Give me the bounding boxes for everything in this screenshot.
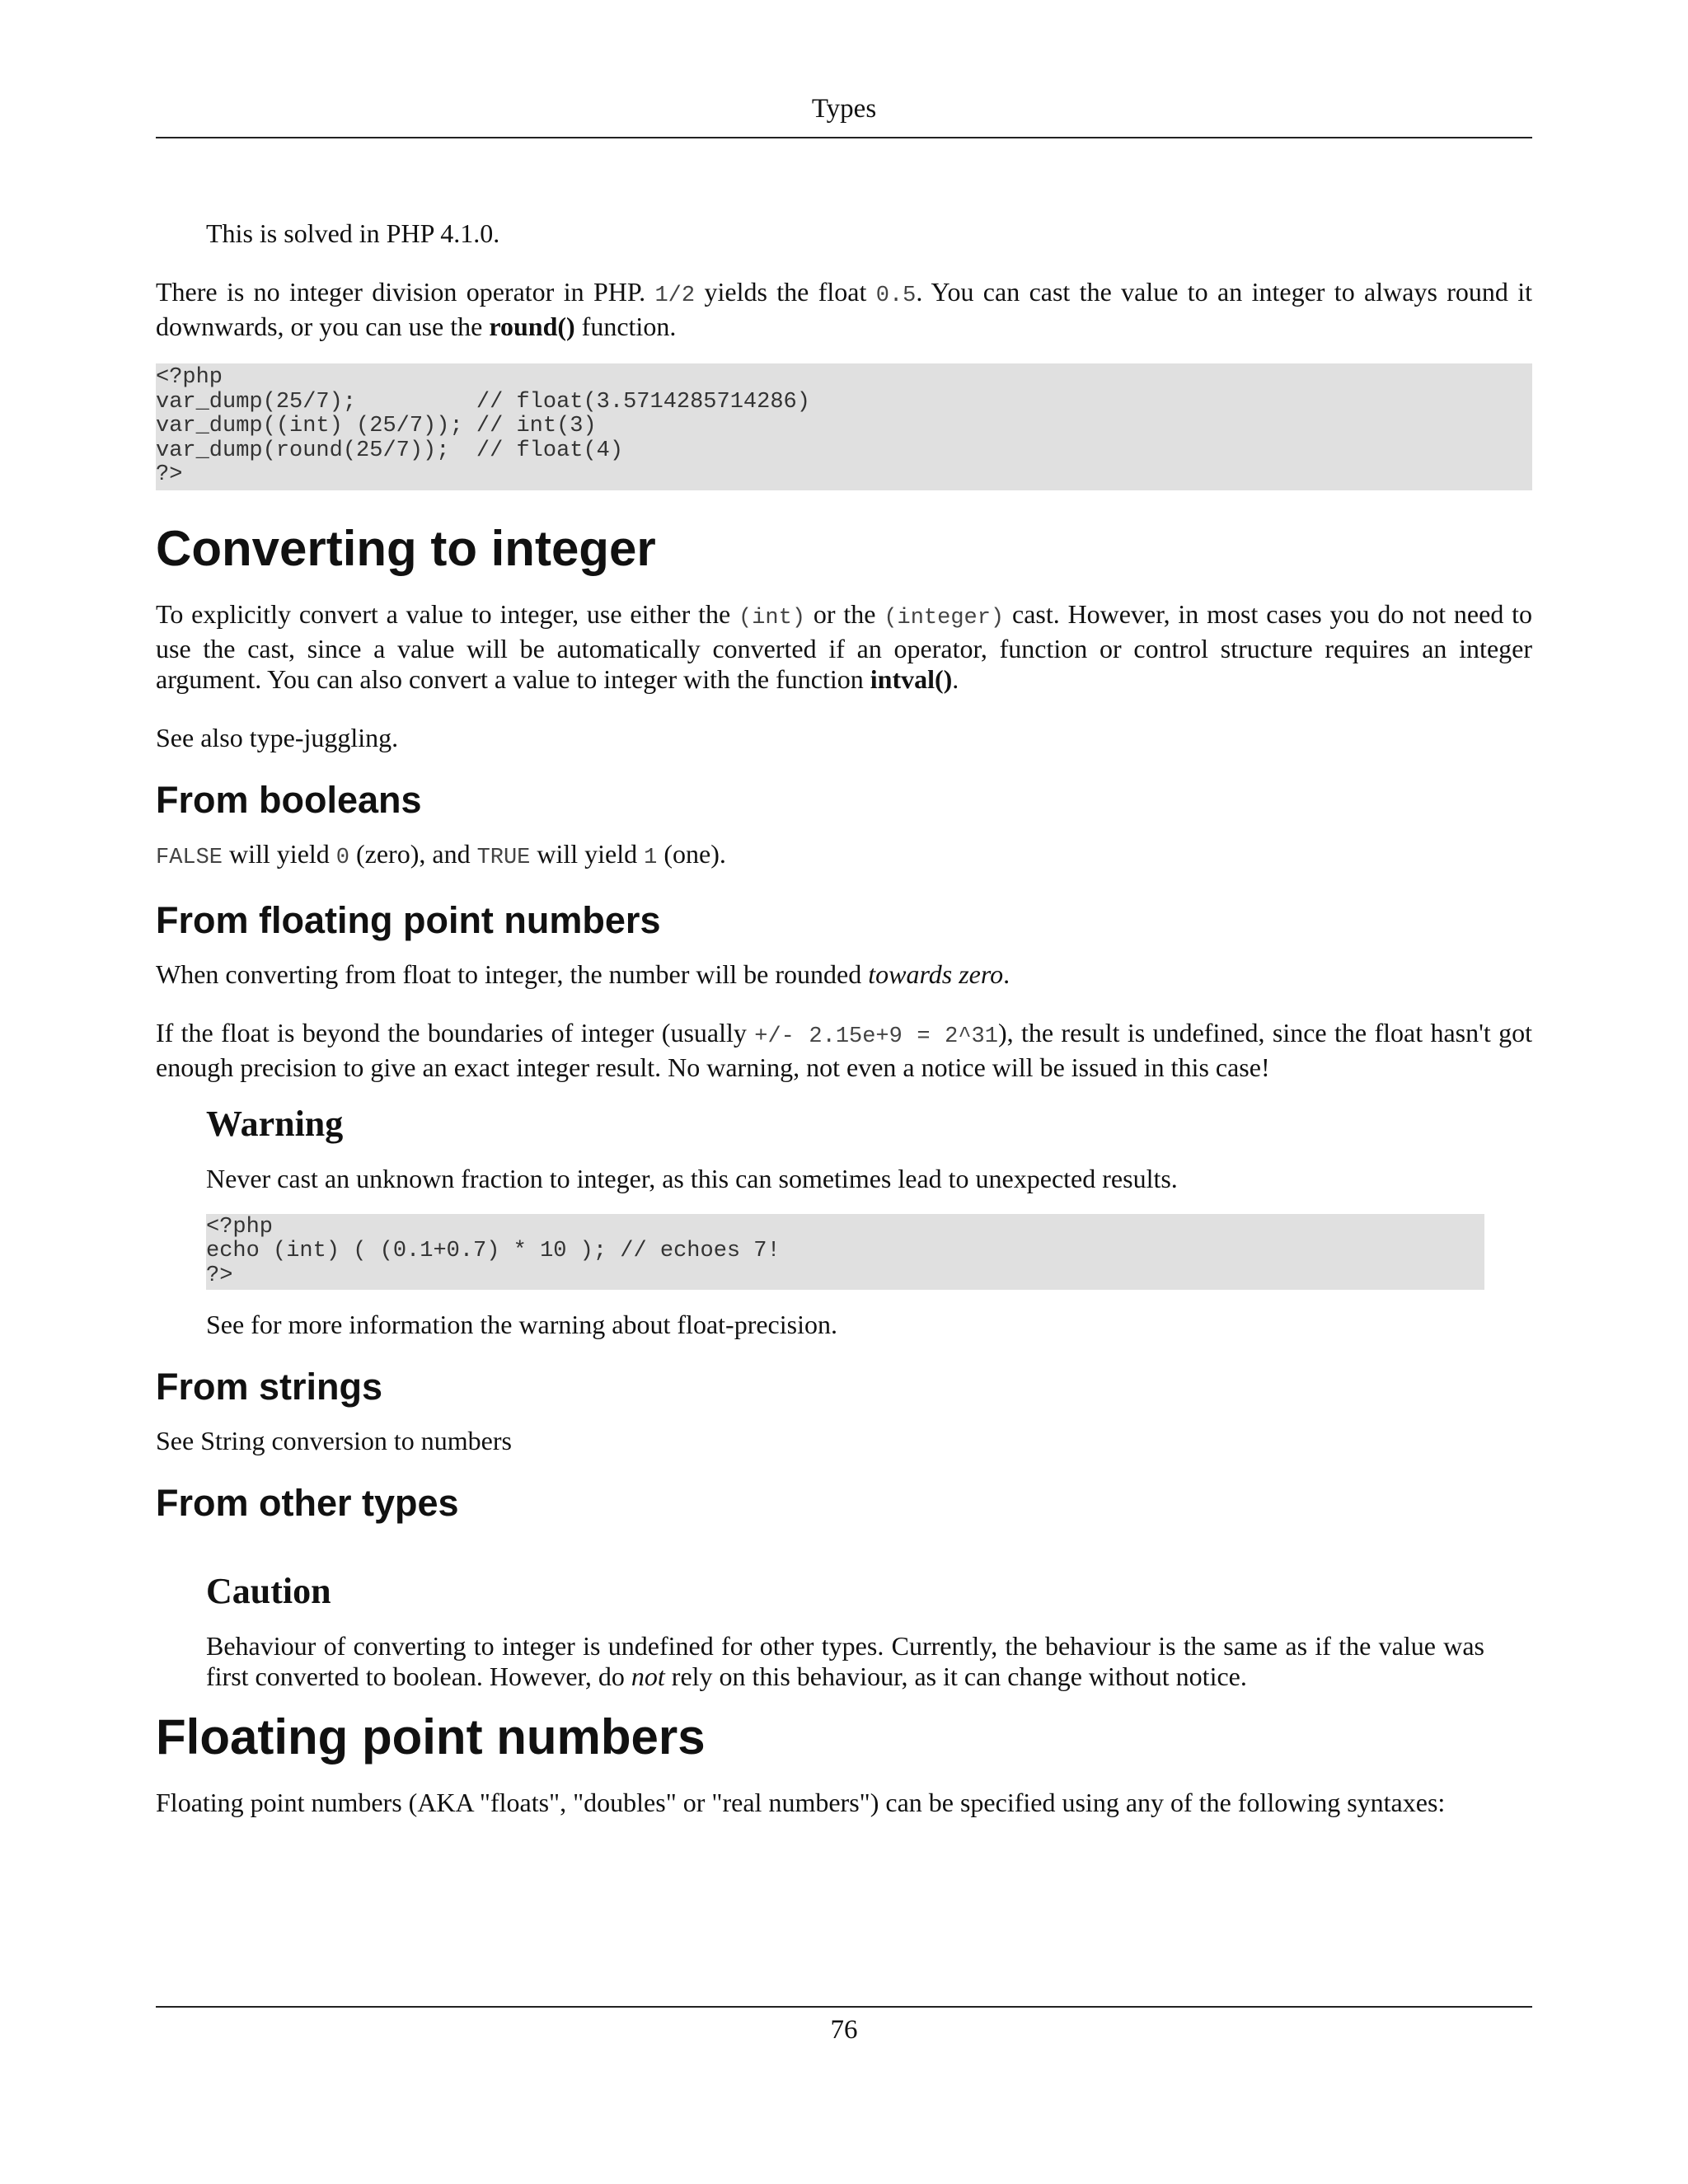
booleans-text-1: will yield [229,838,330,869]
page-content [156,218,1532,1818]
code-block-warning: <?php echo (int) ( (0.1+0.7) * 10 ); // echoes 7! ?> [206,1214,1484,1291]
inline-code-one: 1 [644,845,658,870]
warning-text: Never cast an unknown fraction to integer, as this can sometimes lead to unexpected results. [206,1163,1178,1193]
heading-from-floating-point-numbers: From floating point numbers [156,898,661,941]
floats-paragraph-1 [156,959,1532,990]
division-text-2: yields the float [704,277,867,307]
floats-text-2: . [1003,958,1010,989]
inline-code-true: TRUE [476,845,531,870]
inline-code-integer-cast: (integer) [884,605,1005,630]
floats-paragraph-2 [156,1018,1532,1083]
intro-note: This is solved in PHP 4.1.0. [206,218,500,248]
heading-floating-point-numbers: Floating point numbers [156,1709,706,1765]
inline-code-half-result: 0.5 [875,284,917,308]
caution-admonition [206,1570,1484,1692]
floats-text-1: When converting from float to integer, the number will be rounded [156,958,862,989]
function-intval: intval() [870,663,953,694]
inline-code-zero: 0 [335,845,349,870]
division-paragraph [156,277,1532,342]
heading-converting-to-integer: Converting to integer [156,520,656,576]
floating-point-intro: Floating point numbers (AKA "floats", "doubles" or "real numbers") can be specified using any of the following syntaxes: [156,1788,1446,1817]
page-number: 76 [830,2015,858,2045]
converting-text-2: or the [813,598,876,629]
see-also-paragraph: See also type-juggling. [156,722,399,752]
strings-paragraph: See String conversion to numbers [156,1426,512,1455]
header-rule [156,137,1532,138]
caution-text-1: Behaviour of converting to integer is undefined for other types. Currently, the behaviour is the same as if the value was first converted to boolean. However, do [206,1631,1484,1691]
division-text-4: function. [581,312,677,341]
booleans-paragraph [156,839,1532,874]
running-header: Types [811,94,877,124]
warning-admonition [206,1103,1484,1341]
caution-paragraph [206,1631,1484,1692]
division-text-3: . You can cast the value to an integer to always round it downwards, or you can use the [156,277,1533,341]
code-block-division: <?php var_dump(25/7); // float(3.5714285714286) var_dump((int) (25/7)); // int(3) var_dump(round(25/7)); // float(4) ?> [156,363,1532,490]
caution-heading: Caution [206,1571,331,1611]
division-text-1: There is no integer division operator in PHP. [156,277,646,307]
inline-code-int-bounds: +/- 2.15e+9 = 2^31 [754,1024,998,1049]
booleans-text-4: (one). [663,838,726,869]
converting-text-1: To explicitly convert a value to integer, use either the [156,598,731,629]
caution-text-2: rely on this behaviour, as it can change without notice. [671,1661,1247,1691]
booleans-text-2: (zero), and [355,838,471,869]
converting-text-4: . [952,663,959,694]
inline-code-half: 1/2 [654,284,696,308]
floats-p2-text-1: If the float is beyond the boundaries of integer (usually [156,1017,747,1047]
converting-text-3: cast. However, in most cases you do not need to use the cast, since a value will be automatically converted if an operator, function or control structure requires an integer argument. You can also convert a value to integer with the function [156,598,1533,694]
heading-from-booleans: From booleans [156,778,422,821]
heading-from-other-types: From other types [156,1482,459,1524]
warning-heading: Warning [206,1103,344,1144]
warning-after-text: See for more information the warning about float-precision. [206,1310,837,1339]
booleans-text-3: will yield [537,838,638,869]
inline-code-int-cast: (int) [738,605,806,630]
emphasis-not: not [631,1661,665,1691]
emphasis-towards-zero: towards zero [868,958,1004,989]
heading-from-strings: From strings [156,1366,383,1408]
footer-rule [156,2006,1532,2008]
converting-paragraph [156,599,1532,695]
floats-p2-text-2: ), the result is undefined, since the float hasn't got enough precision to give an exact integer result. No warning, not even a notice will be issued in this case! [156,1017,1532,1082]
function-round: round() [489,312,575,341]
inline-code-false: FALSE [156,845,223,870]
